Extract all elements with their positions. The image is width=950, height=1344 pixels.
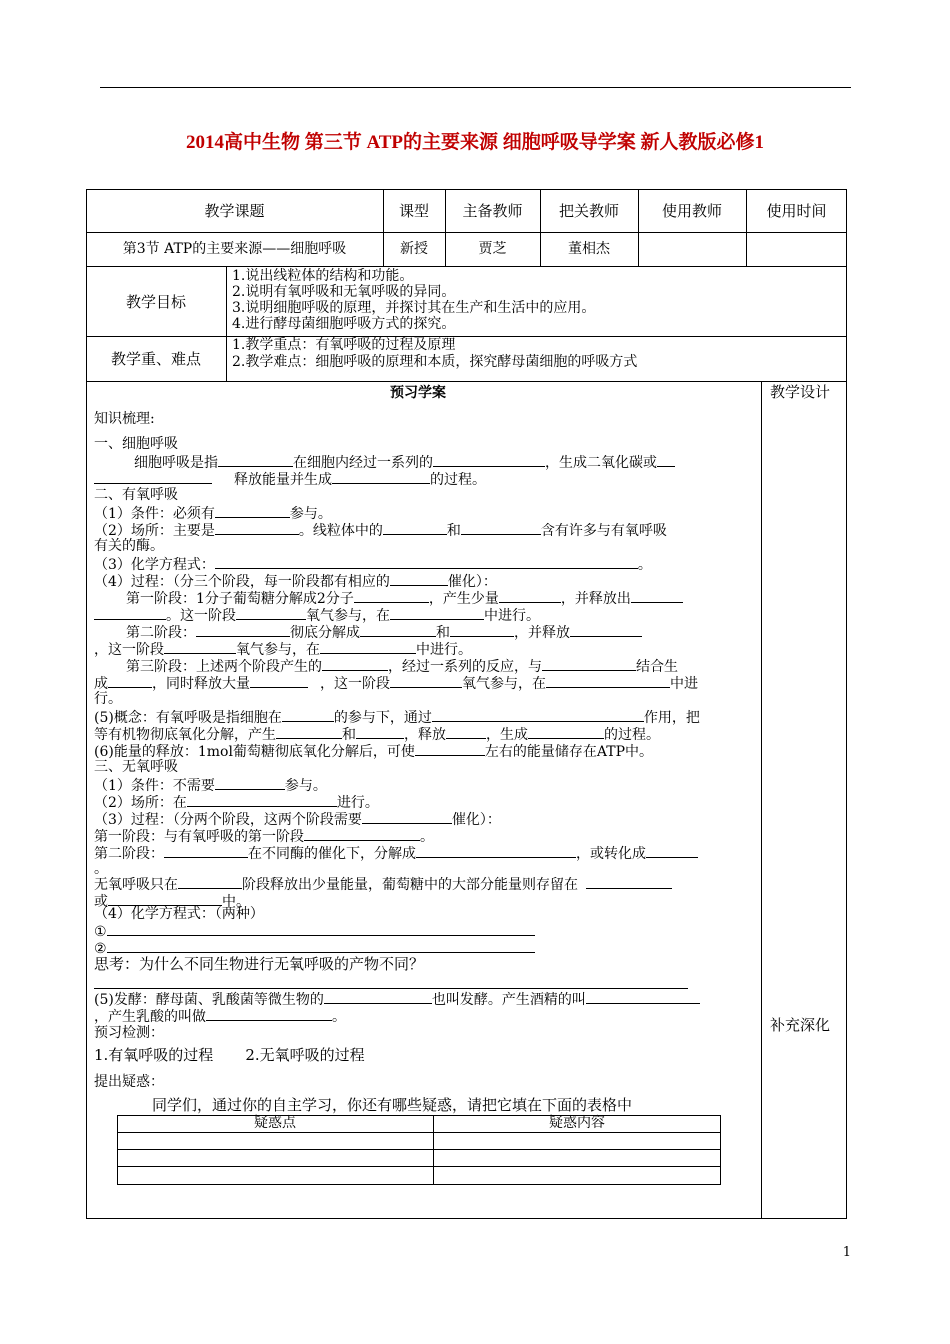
header-user-teacher: 使用教师 bbox=[661, 202, 722, 220]
page-number: 1 bbox=[842, 1245, 851, 1260]
text-line: （4）过程：（分三个阶段，每一阶段都有相应的 催化）： bbox=[94, 574, 497, 590]
answer-line bbox=[94, 988, 688, 989]
goal-item: 2.说明有氧呼吸和无氧呼吸的异同。 bbox=[232, 284, 456, 300]
text-line: 无氧呼吸只在 阶段释放出少量能量，葡萄糖中的大部分能量则存留在 bbox=[94, 875, 672, 894]
knowledge-heading: 知识梳理: bbox=[94, 411, 155, 427]
text-line: 或 中。 bbox=[94, 894, 250, 910]
main-teacher: 贾芝 bbox=[478, 240, 507, 257]
text-line: （2）场所：主要是 。线粒体中的 和 含有许多与有氧呼吸 bbox=[94, 523, 667, 539]
doubt-col-point: 疑惑点 bbox=[254, 1115, 296, 1132]
text-line: 。 bbox=[94, 861, 108, 877]
section-heading: 三、无氧呼吸 bbox=[94, 759, 178, 775]
doubt-cell[interactable] bbox=[118, 1133, 432, 1148]
text-line: （1）条件：必须有 参与。 bbox=[94, 506, 332, 522]
lesson-topic: 第3节 ATP的主要来源——细胞呼吸 bbox=[122, 240, 347, 257]
focus-item: 2.教学难点：细胞呼吸的原理和本质，探究酵母菌细胞的呼吸方式 bbox=[232, 354, 638, 370]
text-line: 细胞呼吸是指 在细胞内经过一系列的 ，生成二氧化碳或 bbox=[94, 453, 675, 472]
text-line: 有关的酶。 bbox=[94, 538, 164, 554]
side-more-label: 补充深化 bbox=[770, 1016, 831, 1034]
text-line: （2）场所：在 进行。 bbox=[94, 795, 379, 811]
text-line: 。这一阶段 氧气参与，在 中进行。 bbox=[94, 606, 540, 625]
text-line: (6)能量的释放：1mol葡萄糖彻底氧化分解后，可使 左右的能量储存在ATP中。 bbox=[94, 744, 654, 760]
text-line: 第一阶段：与有氧呼吸的第一阶段 。 bbox=[94, 829, 434, 845]
goal-item: 1.说出线粒体的结构和功能。 bbox=[232, 268, 414, 284]
doubt-cell[interactable] bbox=[118, 1167, 432, 1184]
section-heading: 一、细胞呼吸 bbox=[94, 436, 178, 452]
header-topic: 教学课题 bbox=[204, 202, 265, 220]
header-main-teacher: 主备教师 bbox=[462, 202, 523, 220]
doubt-col-content: 疑惑内容 bbox=[549, 1115, 605, 1132]
goals-label: 教学目标 bbox=[125, 292, 186, 311]
text-line: 成 ，同时释放大量 ，这一阶段 氧气参与，在 中进 bbox=[94, 676, 698, 692]
text-line: 第二阶段： 彻底分解成 和 ，并释放 bbox=[94, 623, 642, 642]
text-line: (5)概念：有氧呼吸是指细胞在 的参与下，通过 作用，把 bbox=[94, 710, 700, 726]
text-line: ① bbox=[94, 922, 535, 941]
doubt-heading: 提出疑惑： bbox=[94, 1074, 164, 1090]
check-items: 1.有氧呼吸的过程 2.无氧呼吸的过程 bbox=[94, 1046, 365, 1064]
header-use-time: 使用时间 bbox=[766, 202, 827, 220]
preview-check-heading: 预习检测： bbox=[94, 1025, 164, 1041]
text-line: 第一阶段：1分子葡萄糖分解成2分子 ，产生少量 ，并释放出 bbox=[94, 589, 683, 608]
think-question: 思考：为什么不同生物进行无氧呼吸的产物不同？ bbox=[94, 955, 425, 973]
preview-title: 预习学案 bbox=[390, 385, 446, 401]
section-heading: 二、有氧呼吸 bbox=[94, 487, 178, 503]
text-line: ② bbox=[94, 939, 535, 958]
text-line: (5)发酵：酵母菌、乳酸菌等微生物的 也叫发酵。产生酒精的叫 bbox=[94, 990, 700, 1009]
header-check-teacher: 把关教师 bbox=[558, 202, 619, 220]
top-rule bbox=[100, 87, 851, 88]
text-line: 第三阶段：上述两个阶段产生的 ，经过一系列的反应，与 结合生 bbox=[126, 659, 678, 675]
text-line: （1）条件：不需要 参与。 bbox=[94, 778, 327, 794]
page-title: 2014高中生物 第三节 ATP的主要来源 细胞呼吸导学案 新人教版必修1 bbox=[185, 132, 765, 153]
focus-item: 1.教学重点：有氧呼吸的过程及原理 bbox=[232, 337, 456, 353]
text-line: 等有机物彻底氧化分解，产生 和 ，释放 ，生成 的过程。 bbox=[94, 727, 660, 743]
focus-label: 教学重、难点 bbox=[110, 350, 201, 368]
text-line: （4）化学方程式：（两种） bbox=[94, 906, 264, 922]
side-design-label: 教学设计 bbox=[770, 383, 831, 401]
doubt-cell[interactable] bbox=[434, 1133, 720, 1148]
text-line: 第二阶段： 在不同酶的催化下，分解成 ，或转化成 bbox=[94, 844, 698, 863]
doubt-cell[interactable] bbox=[118, 1150, 432, 1165]
text-line: （3）过程：（分两个阶段，这两个阶段需要 催化）： bbox=[94, 812, 501, 828]
doubt-instruction: 同学们，通过你的自主学习，你还有哪些疑惑，请把它填在下面的表格中 bbox=[152, 1096, 633, 1114]
text-line: 释放能量并生成 的过程。 bbox=[94, 470, 486, 489]
doubt-cell[interactable] bbox=[434, 1150, 720, 1165]
text-line: （3）化学方程式： 。 bbox=[94, 557, 652, 573]
lesson-type: 新授 bbox=[400, 240, 428, 257]
goal-item: 3.说明细胞呼吸的原理，并探讨其在生产和生活中的应用。 bbox=[232, 300, 596, 316]
text-line: 行。 bbox=[94, 691, 122, 707]
text-line: ，这一阶段 氧气参与，在 中进行。 bbox=[94, 642, 472, 658]
goal-item: 4.进行酵母菌细胞呼吸方式的探究。 bbox=[232, 316, 456, 332]
header-type: 课型 bbox=[398, 202, 429, 220]
text-line: ，产生乳酸的叫做 。 bbox=[94, 1009, 346, 1025]
check-teacher: 董相杰 bbox=[568, 240, 610, 257]
doubt-cell[interactable] bbox=[434, 1167, 720, 1184]
